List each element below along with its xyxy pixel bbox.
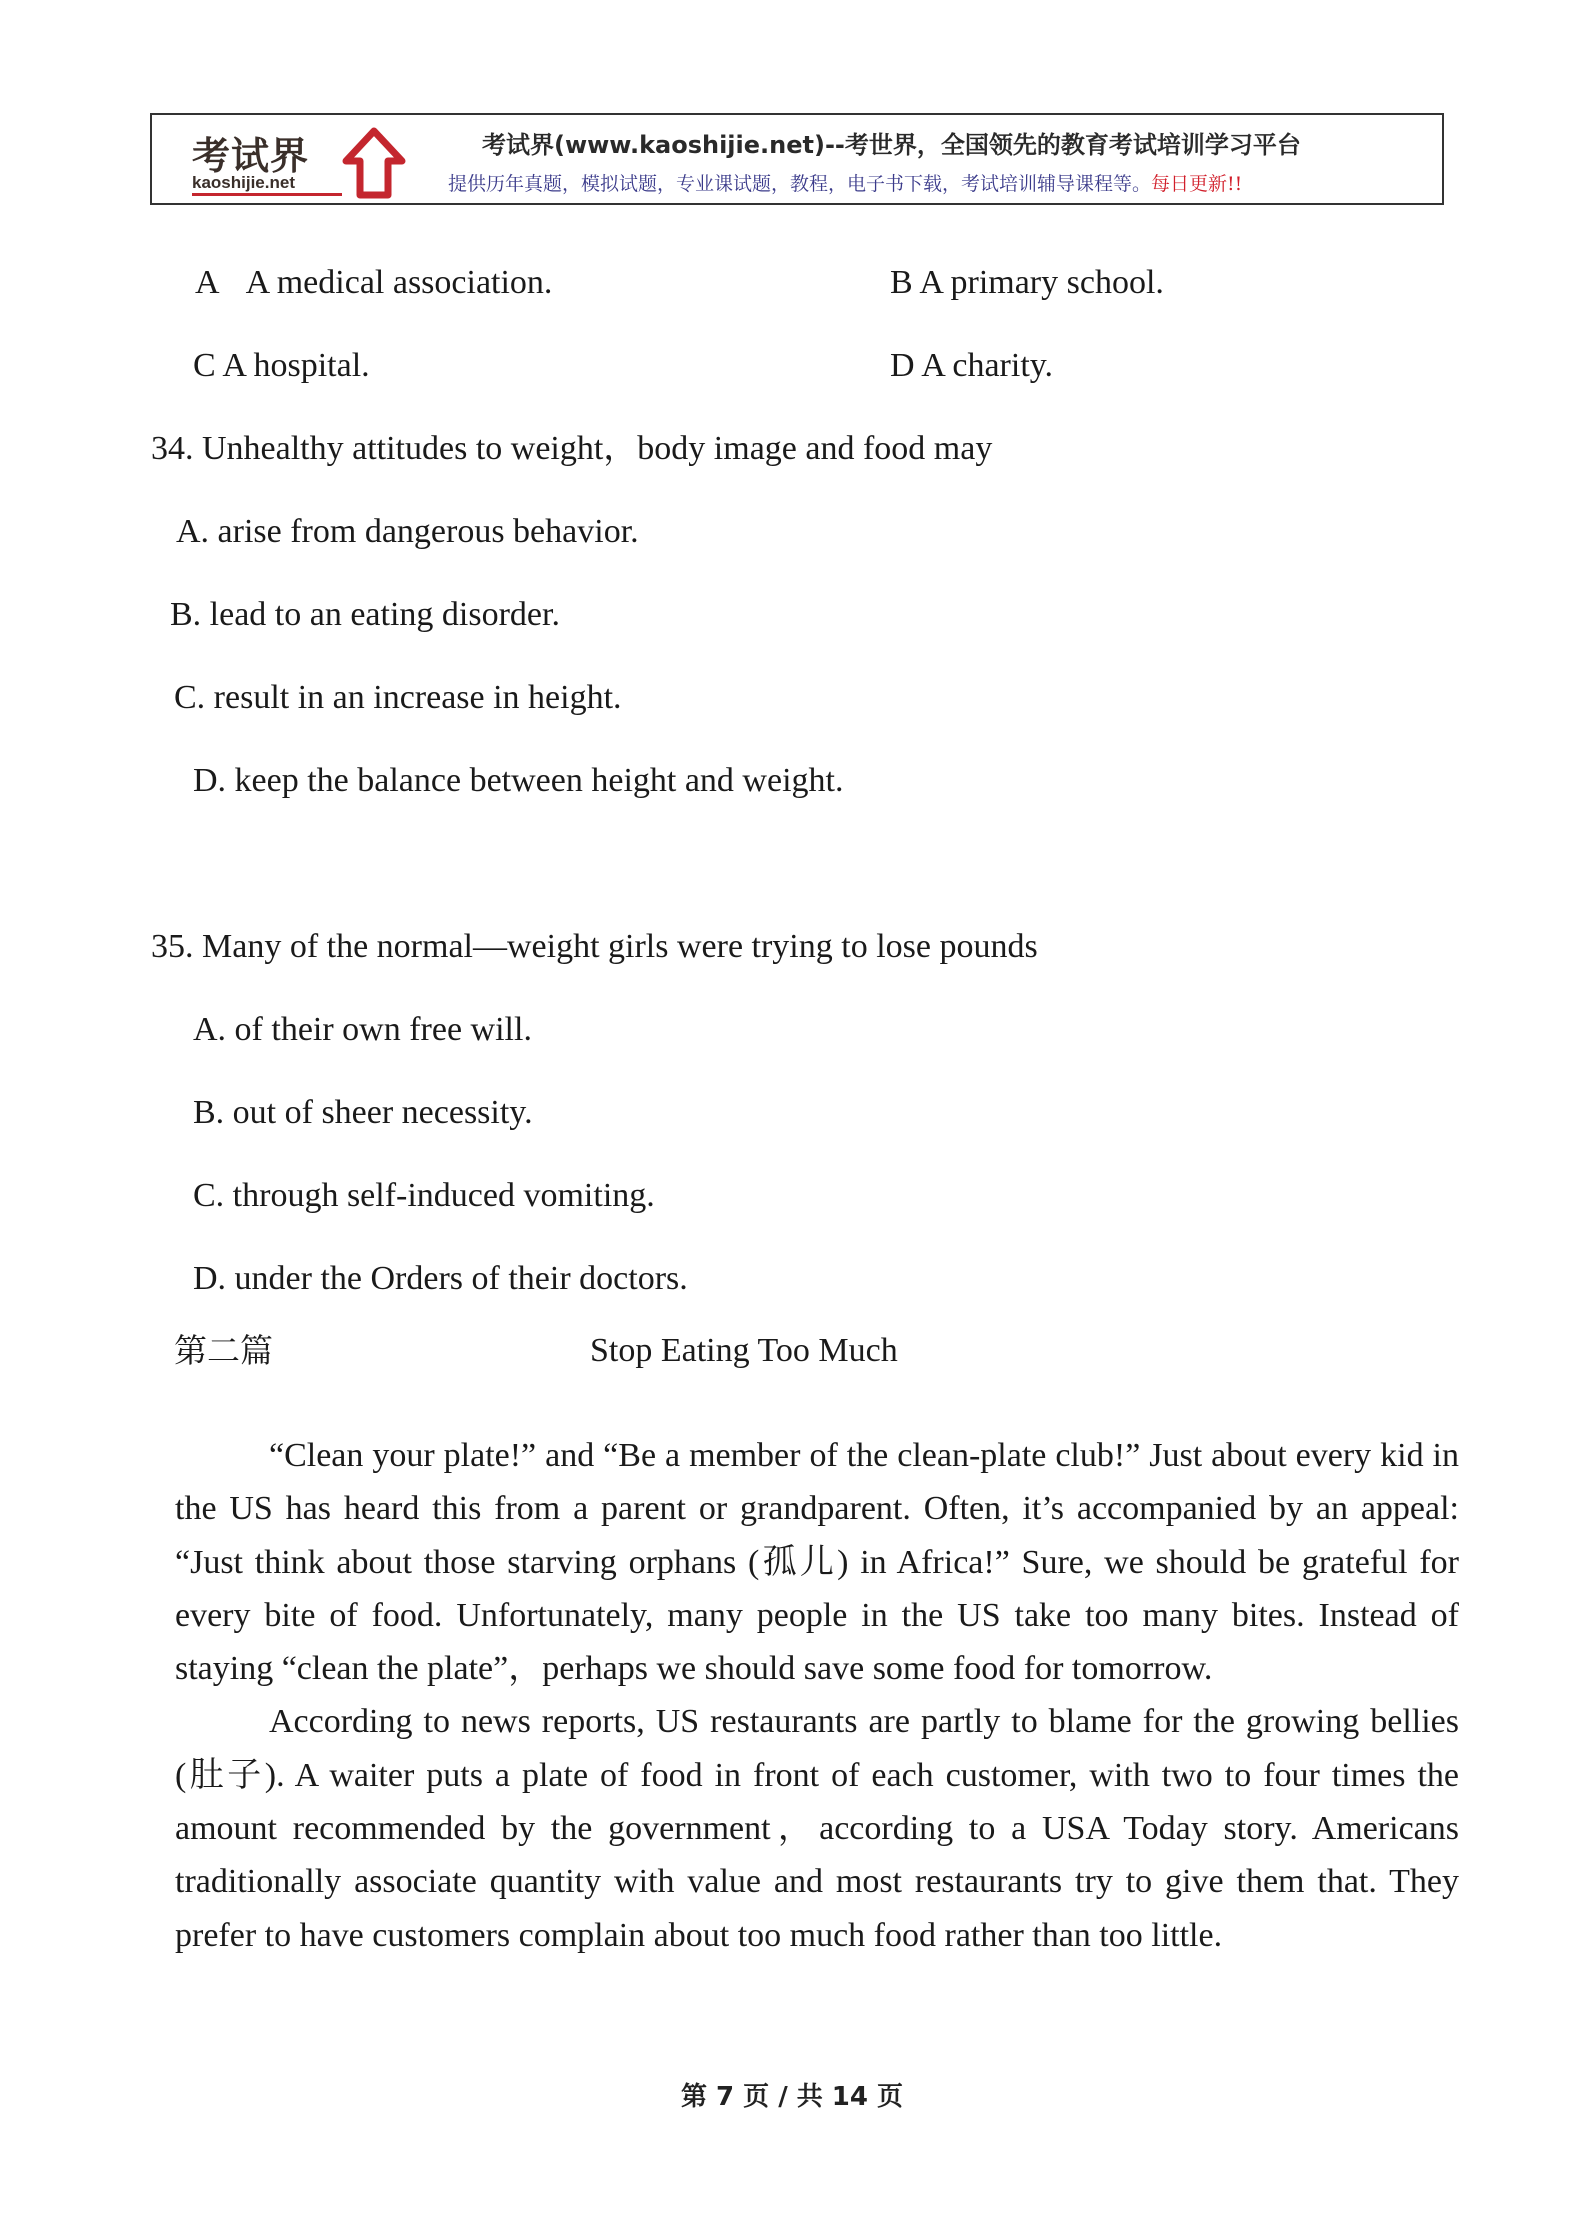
logo-underline	[192, 193, 342, 196]
passage-title: Stop Eating Too Much	[590, 1332, 898, 1369]
q35-option-c: C. through self-induced vomiting.	[193, 1177, 655, 1214]
q34-option-b: B. lead to an eating disorder.	[170, 596, 560, 633]
passage-label: 第二篇	[174, 1331, 273, 1370]
passage-paragraph: “Clean your plate!” and “Be a member of the clean-plate club!” Just about every kid in the US has heard this from a parent or grandparent. Often, it’s accompanied by an appeal: “Just think about those starving orphans (孤儿) in Africa!” Sure, we should be grateful for every bite of food. Unfortunately, many people in the US take too many bites. Instead of staying “clean the plate”，perhaps we should save some food for tomorrow.	[175, 1437, 1459, 1688]
logo-chinese-text: 考试界	[192, 133, 310, 178]
q33-option-c	[193, 349, 370, 383]
q35-stem: 35. Many of the normal—weight girls were trying to lose pounds	[151, 928, 1038, 965]
page-number: 第 7 页 / 共 14 页	[680, 2082, 904, 2112]
q34-option-c: C. result in an increase in height.	[174, 679, 622, 716]
banner-tagline: 考试界(www.kaoshijie.net)--考世界，全国领先的教育考试培训学习平台	[482, 131, 1301, 159]
site-logo[interactable]	[192, 123, 412, 199]
q33-option-d	[890, 349, 1053, 383]
q33-option-b	[890, 266, 1164, 300]
option-text: A primary school.	[919, 264, 1164, 301]
passage-paragraph: According to news reports, US restaurants are partly to blame for the growing bellies (肚子). A waiter puts a plate of food in front of each customer, with two to four times the amount recommended by the government，according to a USA Today story. Americans traditionally associate quantity with value and most restaurants try to give them that. They prefer to have customers complain about too much food rather than too little.	[175, 1703, 1459, 1954]
option-letter: A	[195, 264, 220, 301]
q34-option-a: A. arise from dangerous behavior.	[176, 513, 639, 550]
option-letter: B	[890, 264, 913, 301]
banner-subtitle-text: 提供历年真题，模拟试题，专业课试题，教程，电子书下载，考试培训辅导课程等。	[448, 173, 1152, 195]
q35-option-d: D. under the Orders of their doctors.	[193, 1260, 688, 1297]
option-letter: C	[193, 347, 216, 384]
q35-option-b: B. out of sheer necessity.	[193, 1094, 533, 1131]
q34-stem: 34. Unhealthy attitudes to weight，body image and food may	[151, 430, 993, 467]
up-arrow-icon	[342, 127, 406, 199]
q35-option-a: A. of their own free will.	[193, 1011, 532, 1048]
banner-subtitle	[448, 169, 1242, 196]
option-text: A charity.	[921, 347, 1054, 384]
site-banner	[150, 113, 1444, 205]
option-text: A hospital.	[222, 347, 370, 384]
option-letter: D	[890, 347, 915, 384]
option-text: A medical association.	[245, 264, 553, 301]
q33-option-a	[195, 266, 552, 300]
logo-domain-text: kaoshijie.net	[192, 173, 295, 192]
q34-option-d: D. keep the balance between height and weight.	[193, 762, 844, 799]
banner-update-notice: 每日更新!!	[1151, 173, 1243, 195]
passage-body	[175, 1429, 1459, 1962]
